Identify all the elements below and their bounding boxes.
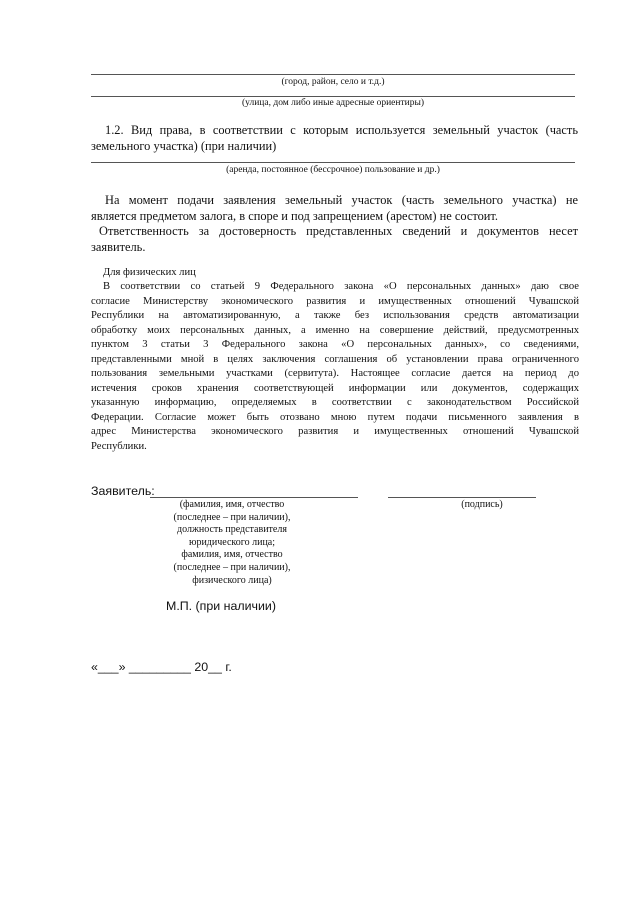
statement-paragraph <box>91 192 578 224</box>
responsibility-line-2: заявитель. <box>91 240 146 254</box>
right-type-line-2: земельного участка) (при наличии) <box>91 139 277 153</box>
consent-line-9: указанную информацию, определяемых в соответствии с законодательством Российской <box>91 397 579 408</box>
right-type-paragraph <box>91 122 578 154</box>
name-caption-line-2: (последнее – при наличии), <box>173 511 291 523</box>
consent-line-12: Республики. <box>91 440 147 452</box>
name-caption-line-6: (последнее – при наличии), <box>173 561 291 573</box>
responsibility-paragraph <box>91 223 578 255</box>
name-caption <box>150 499 314 587</box>
consent-line-10: Федерации. Согласие может быть отозвано мною путем подачи письменного заявления в <box>91 411 579 423</box>
statement-line-2: является предметом залога, в споре и под запрещением (арестом) не состоит. <box>91 209 499 223</box>
date-line: «___» _________ 20__ г. <box>91 660 232 674</box>
consent-line-7: пользования земельными участками (сервитута). Настоящее согласие дается на период до <box>91 368 579 379</box>
consent-line-11: адрес Министерства экономического развития и имущественных отношений Чувашской <box>91 426 579 437</box>
right-type-line-1: 1.2. Вид права, в соответствии с которым используется земельный участок (часть <box>105 123 578 137</box>
consent-line-8: истечения сроков хранения соответствующей информации или документов, содержащих <box>91 382 579 394</box>
street-underline <box>91 96 575 97</box>
name-caption-line-4: юридического лица; <box>188 536 276 548</box>
consent-line-6: представленными мной в целях заключения соглашения об установлении права ограниченного <box>91 353 579 365</box>
name-caption-line-5: фамилия, имя, отчество <box>181 549 283 561</box>
name-caption-line-3: должность представителя <box>177 524 287 536</box>
consent-line-3: Республики на автоматизированную, а также без использования средств автоматизации <box>91 310 579 321</box>
city-caption: (город, район, село и т.д.) <box>281 77 385 87</box>
consent-line-4: обработку моих персональных данных, а именно на совершение действий, предусмотренных <box>91 324 579 336</box>
city-underline <box>91 74 575 75</box>
consent-line-2: согласие Министерству экономического развития и имущественных отношений Чувашской <box>91 295 579 307</box>
consent-line-5: пунктом 3 статьи 3 Федерального закона «О персональных данных», со сведениями, <box>91 339 579 350</box>
stamp-note: М.П. (при наличии) <box>166 599 276 613</box>
statement-line-1: На момент подачи заявления земельный участок (часть земельного участка) не <box>105 193 578 207</box>
responsibility-line-1: Ответственность за достоверность представленных сведений и документов несет <box>99 224 578 238</box>
name-caption-line-7: физического лица) <box>192 574 272 586</box>
signature-underline <box>388 497 536 498</box>
consent-line-1: В соответствии со статьей 9 Федерального закона «О персональных данных» даю свое <box>103 281 579 292</box>
applicant-label: Заявитель: <box>91 484 155 498</box>
personal-data-heading: Для физических лиц <box>103 267 196 278</box>
signature-caption: (подпись) <box>461 499 503 510</box>
right-type-caption: (аренда, постоянное (бессрочное) пользование и др.) <box>226 165 440 175</box>
applicant-name-underline <box>150 497 358 498</box>
right-type-underline <box>91 162 575 163</box>
personal-data-paragraph <box>91 280 579 454</box>
name-caption-line-1: (фамилия, имя, отчество <box>179 499 285 510</box>
street-caption: (улица, дом либо иные адресные ориентиры) <box>241 98 425 108</box>
